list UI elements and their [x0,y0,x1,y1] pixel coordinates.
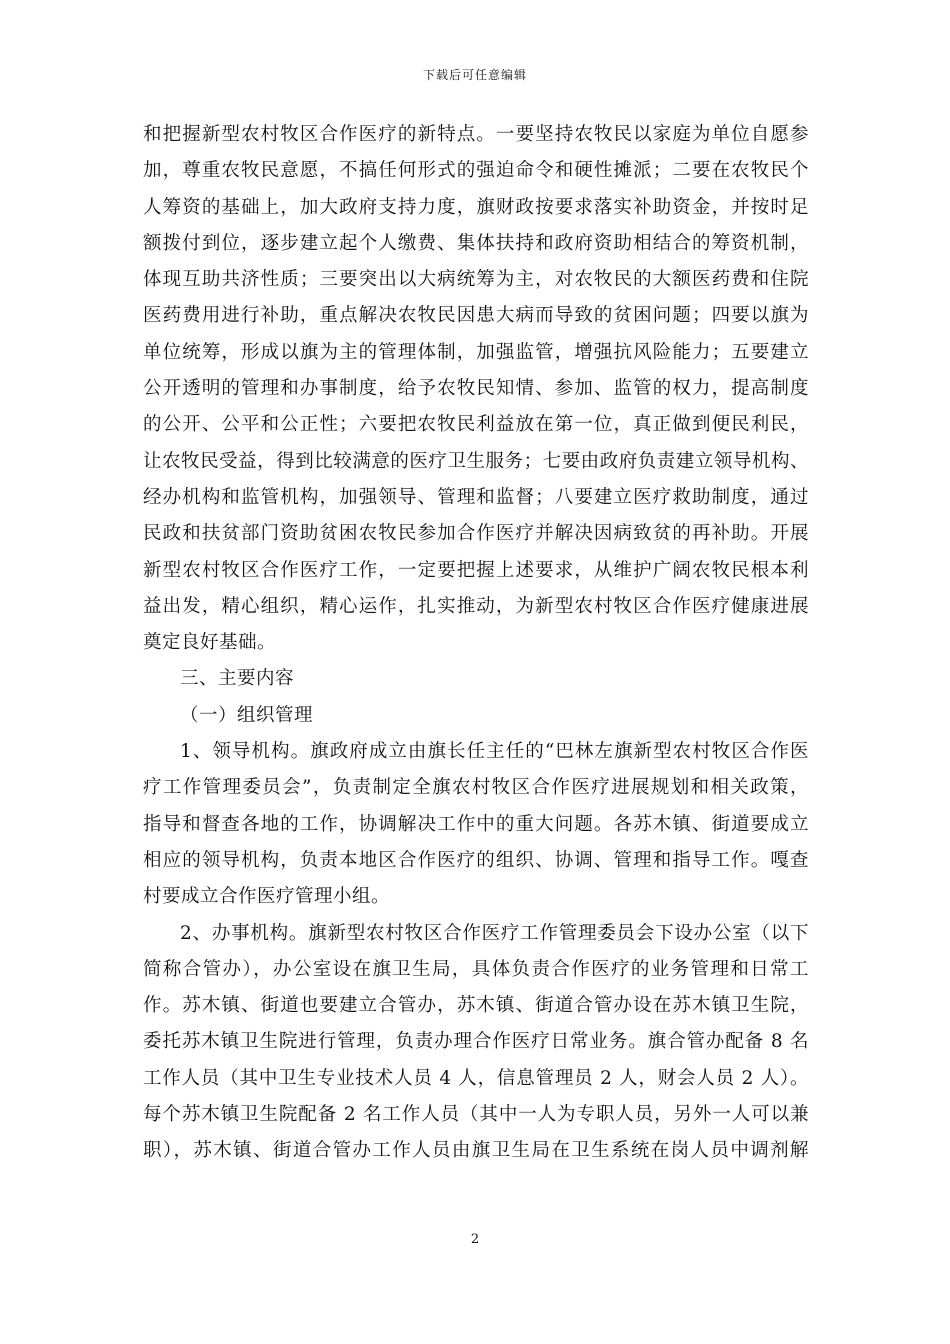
paragraph-leadership [143,734,809,915]
document-body [143,117,809,1170]
text-line: 工作人员（其中卫生专业技术人员 4 人，信息管理员 2 人，财会人员 2 人）。 [143,1067,809,1089]
text-line: 2、办事机构。旗新型农村牧区合作医疗工作管理委员会下设办公室（以下 [180,922,809,944]
text-line: 疗工作管理委员会”，负责制定全旗农村牧区合作医疗进展规划和相关政策， [143,777,809,799]
paragraph-office [143,916,809,1170]
text-line: 新型农村牧区合作医疗工作，一定要把握上述要求，从维护广阔农牧民根本利 [143,559,809,581]
text-line: 益出发，精心组织，精心运作，扎实推动，为新型农村牧区合作医疗健康进展 [143,595,809,617]
text-line: 1、领导机构。旗政府成立由旗长任主任的“巴林左旗新型农村牧区合作医 [180,741,809,763]
page-header: 下载后可任意编辑 [422,68,527,82]
subsection-heading-text: （一）组织管理 [180,704,314,726]
subsection-heading [143,698,809,734]
page-number: 2 [470,1232,480,1247]
text-line: 医药费用进行补助，重点解决农牧民因患大病而导致的贫困问题；四要以旗为 [143,305,809,327]
text-line: 指导和督查各地的工作，协调解决工作中的重大问题。各苏木镇、街道要成立 [143,813,809,835]
text-line: 人筹资的基础上，加大政府支持力度，旗财政按要求落实补助资金，并按时足 [143,196,809,218]
text-line: 单位统筹，形成以旗为主的管理体制，加强监管，增强抗风险能力；五要建立 [143,341,809,363]
paragraph-principles [143,117,809,661]
text-line: 委托苏木镇卫生院进行管理，负责办理合作医疗日常业务。旗合管办配备 8 名 [143,1031,809,1053]
text-line: 村要成立合作医疗管理小组。 [143,886,391,908]
text-line: 和把握新型农村牧区合作医疗的新特点。一要坚持农牧民以家庭为单位自愿参 [143,124,809,145]
text-line: 体现互助共济性质；三要突出以大病统筹为主，对农牧民的大额医药费和住院 [143,269,809,291]
text-line: 简称合管办），办公室设在旗卫生局，具体负责合作医疗的业务管理和日常工 [143,958,809,980]
text-line: 每个苏木镇卫生院配备 2 名工作人员（其中一人为专职人员，另外一人可以兼 [143,1104,809,1126]
section-heading [143,661,809,697]
text-line: 额拨付到位，逐步建立起个人缴费、集体扶持和政府资助相结合的筹资机制， [143,232,809,254]
text-line: 经办机构和监管机构，加强领导、管理和监督；八要建立医疗救助制度，通过 [143,486,809,508]
text-line: 民政和扶贫部门资助贫困农牧民参加合作医疗并解决因病致贫的再补助。开展 [143,523,809,545]
text-line: 职），苏木镇、街道合管办工作人员由旗卫生局在卫生系统在岗人员中调剂解 [143,1140,809,1162]
text-line: 让农牧民受益，得到比较满意的医疗卫生服务；七要由政府负责建立领导机构、 [143,450,809,472]
text-line: 的公开、公平和公正性；六要把农牧民利益放在第一位，真正做到便民利民， [143,414,809,436]
text-line: 相应的领导机构，负责本地区合作医疗的组织、协调、管理和指导工作。嘎查 [143,849,809,871]
text-line: 加，尊重农牧民意愿，不搞任何形式的强迫命令和硬性摊派；二要在农牧民个 [143,160,809,182]
section-heading-text: 三、主要内容 [180,668,295,690]
text-line: 公开透明的管理和办事制度，给予农牧民知情、参加、监管的权力，提高制度 [143,378,809,400]
text-line: 作。苏木镇、街道也要建立合管办，苏木镇、街道合管办设在苏木镇卫生院， [143,995,809,1017]
text-line: 奠定良好基础。 [143,632,277,654]
